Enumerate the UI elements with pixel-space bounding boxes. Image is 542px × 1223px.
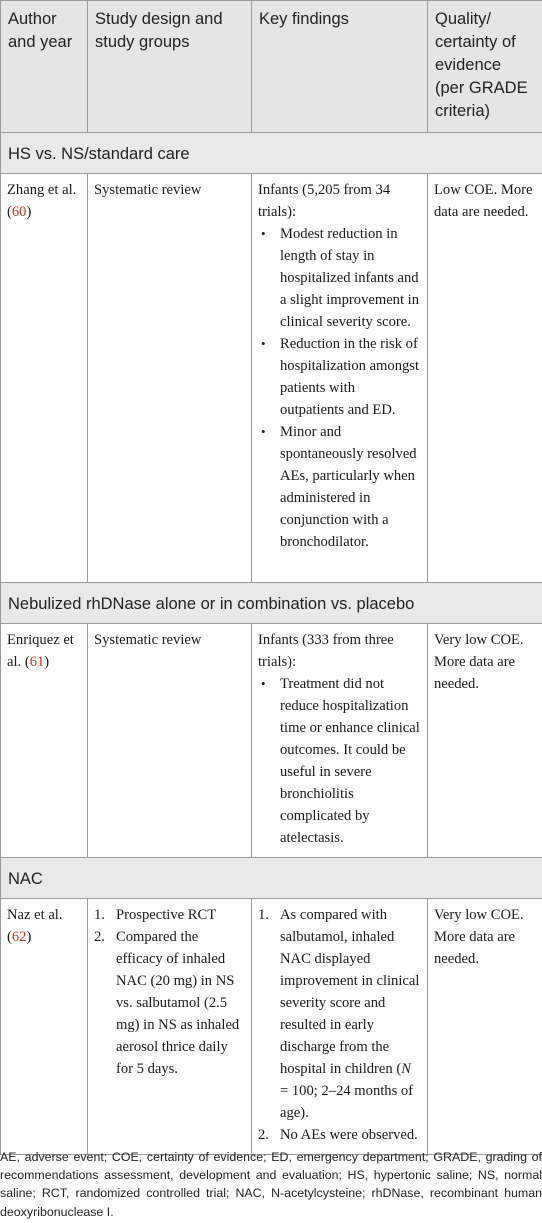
list-text-cont: = 100; 2–24 months of age). — [280, 1083, 414, 1121]
list-number: 2. — [258, 1127, 269, 1143]
list-item: • Modest reduction in length of stay in hospitalized infants and a slight improvement in clinical severity score. — [258, 223, 421, 333]
table-row — [1, 899, 542, 1155]
list-number: 1. — [94, 907, 105, 923]
header-study-design: Study design and study groups — [88, 1, 252, 133]
section-title: NAC — [1, 858, 542, 899]
list-item — [94, 904, 245, 926]
quality-cell: Very low COE. More data are needed. — [428, 899, 542, 1155]
list-item — [94, 926, 245, 1080]
list-text: Compared the efficacy of inhaled NAC (20 mg) in NS vs. salbutamol (2.5 mg) in NS as inhaled aerosol thrice daily for 5 days. — [116, 929, 240, 1077]
reference-link[interactable]: 60 — [11, 204, 27, 220]
findings-intro: Infants (333 from three trials): — [258, 632, 394, 670]
list-text: As compared with salbutamol, inhaled NAC displayed improvement in clinical severity score and resulted in early discharge from the hospital in children ( — [280, 907, 420, 1077]
header-author-year: Author and year — [1, 1, 88, 133]
list-item — [258, 1124, 421, 1146]
list-number: 2. — [94, 929, 105, 945]
header-key-findings: Key findings — [252, 1, 428, 133]
list-text: No AEs were observed. — [280, 1127, 418, 1143]
reference-link[interactable]: 62 — [11, 929, 27, 945]
design-cell: Systematic review — [88, 624, 252, 858]
author-cell: Enriquez et al. (61) — [1, 624, 88, 858]
list-text: Prospective RCT — [116, 907, 217, 923]
quality-cell: Low COE. More data are needed. — [428, 174, 542, 583]
section-row-rhdnase — [1, 583, 542, 624]
findings-list — [258, 223, 421, 553]
findings-list — [258, 673, 421, 849]
author-cell: Zhang et al. (60) — [1, 174, 88, 583]
header-row — [1, 1, 542, 133]
findings-cell — [252, 624, 428, 858]
author-name: Naz et al. — [7, 907, 63, 923]
table-row — [1, 624, 542, 858]
section-row-hs — [1, 133, 542, 174]
list-item: • Reduction in the risk of hospitalization amongst patients with outpatients and ED. — [258, 333, 421, 421]
list-item: • Minor and spontaneously resolved AEs, particularly when administered in conjunction with a bronchodilator. — [258, 421, 421, 553]
quality-cell: Very low COE. More data are needed. — [428, 624, 542, 858]
header-quality: Quality/ certainty of evidence (per GRADE criteria) — [428, 1, 542, 133]
findings-cell — [252, 174, 428, 583]
list-item — [258, 904, 421, 1124]
design-cell — [88, 899, 252, 1155]
findings-cell — [252, 899, 428, 1155]
table-footnote: AE, adverse event; COE, certainty of evidence; ED, emergency department; GRADE, grading of recommendations assessment, development and evaluation; HS, hypertonic saline; NS, normal saline; RCT, randomized controlled trial; NAC, N-acetylcysteine; rhDNase, recombinant human deoxyribonuclease I. — [0, 1150, 542, 1219]
list-number: 1. — [258, 907, 269, 923]
findings-intro: Infants (5,205 from 34 trials): — [258, 182, 391, 220]
author-name: Zhang et al. — [7, 182, 77, 198]
section-row-nac — [1, 858, 542, 899]
design-cell: Systematic review — [88, 174, 252, 583]
author-cell: Naz et al. (62) — [1, 899, 88, 1155]
reference-link[interactable]: 61 — [29, 654, 45, 670]
list-item: • Treatment did not reduce hospitalization time or enhance clinical outcomes. It could be useful in severe bronchiolitis complicated by atelectasis. — [258, 673, 421, 849]
author-name: Enriquez et al. — [7, 632, 74, 670]
design-list — [94, 904, 245, 1080]
section-title: HS vs. NS/standard care — [1, 133, 542, 174]
section-title: Nebulized rhDNase alone or in combination vs. placebo — [1, 583, 542, 624]
table-row — [1, 174, 542, 583]
n-label: N — [401, 1061, 411, 1077]
findings-list — [258, 904, 421, 1146]
